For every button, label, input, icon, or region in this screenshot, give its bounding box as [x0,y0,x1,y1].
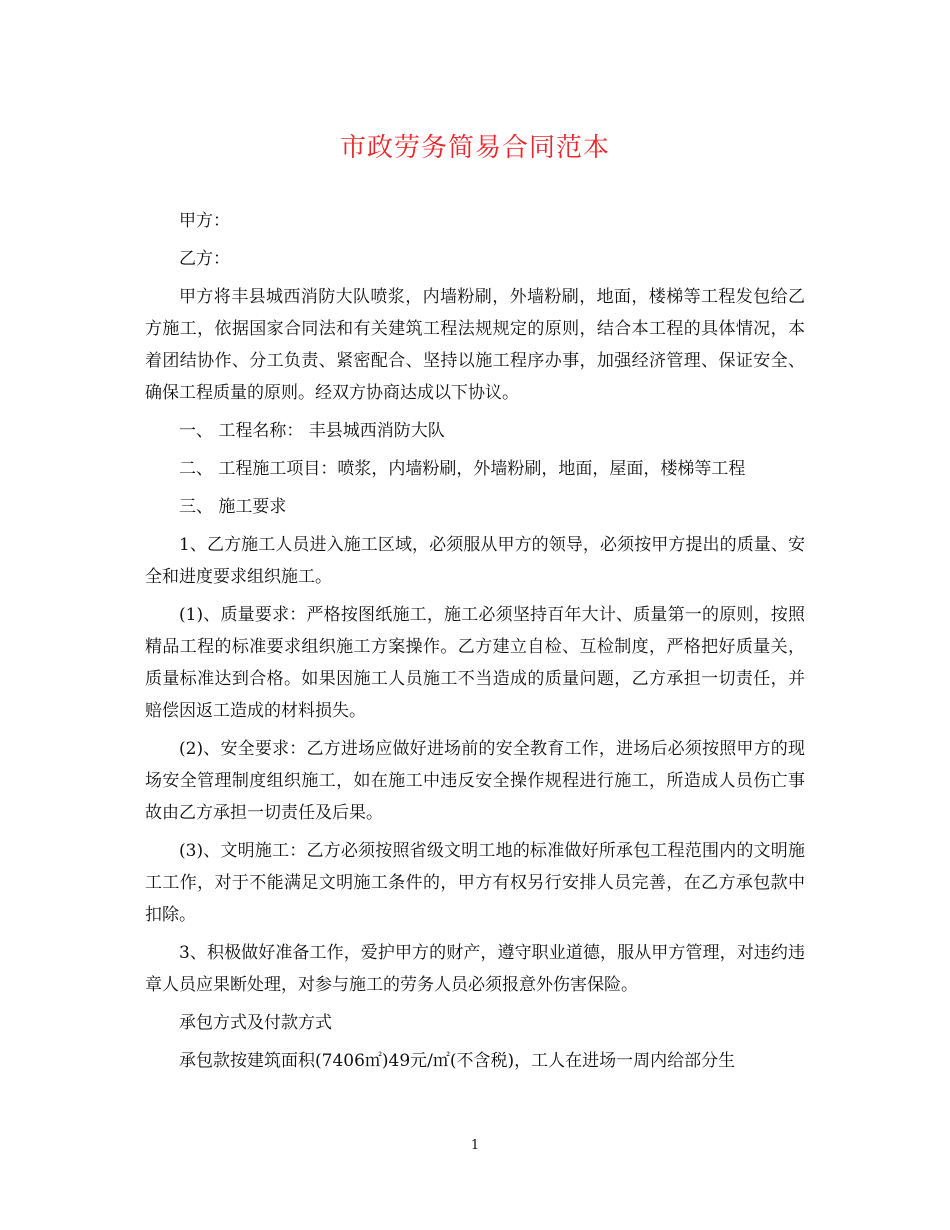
intro-paragraph: 甲方将丰县城西消防大队喷浆，内墙粉刷，外墙粉刷，地面，楼梯等工程发包给乙方施工，依据国家合同法和有关建筑工程法规规定的原则，结合本工程的具体情况，本着团结协作、分工负责、紧密配合、坚持以施工程序办事，加强经济管理、保证安全、确保工程质量的原则。经双方协商达成以下协议。 [145,287,805,403]
payment-paragraph: 承包款按建筑面积(7406㎡)49元/㎡(不含税)，工人在进场一周内给部分生 [179,1051,736,1071]
party-b-line: 乙方： [179,249,230,269]
safety-requirement-paragraph: (2)、安全要求：乙方进场应做好进场前的安全教育工作，进场后必须按照甲方的现场安全管理制度组织施工，如在施工中违反安全操作规程进行施工，所造成人员伤亡事故由乙方承担一切责任及后果。 [145,739,805,823]
requirement-3-paragraph: 3、积极做好准备工作，爱护甲方的财产，遵守职业道德，服从甲方管理，对违约违章人员应果断处理，对参与施工的劳务人员必须报意外伤害保险。 [145,943,805,995]
project-name-line: 一、 工程名称： 丰县城西消防大队 [179,421,445,441]
document-body [145,205,805,1083]
page-number: 1 [470,1138,480,1153]
document-title: 市政劳务简易合同范本 [339,133,610,163]
requirements-heading: 三、 施工要求 [179,497,287,517]
quality-requirement-paragraph: (1)、质量要求：严格按图纸施工，施工必须坚持百年大计、质量第一的原则，按照精品工程的标准要求组织施工方案操作。乙方建立自检、互检制度，严格把好质量关，质量标准达到合格。如果因施工人员施工不当造成的质量问题，乙方承担一切责任，并赔偿因返工造成的材料损失。 [145,605,805,721]
project-items-line: 二、 工程施工项目：喷浆，内墙粉刷，外墙粉刷，地面，屋面，楼梯等工程 [179,459,746,479]
requirement-1-paragraph: 1、乙方施工人员进入施工区域，必须服从甲方的领导，必须按甲方提出的质量、安全和进度要求组织施工。 [145,535,805,587]
party-a-line: 甲方： [179,211,230,231]
civilized-construction-paragraph: (3)、文明施工：乙方必须按照省级文明工地的标准做好所承包工程范围内的文明施工工作，对于不能满足文明施工条件的，甲方有权另行安排人员完善，在乙方承包款中扣除。 [145,841,805,925]
payment-heading: 承包方式及付款方式 [179,1013,332,1033]
